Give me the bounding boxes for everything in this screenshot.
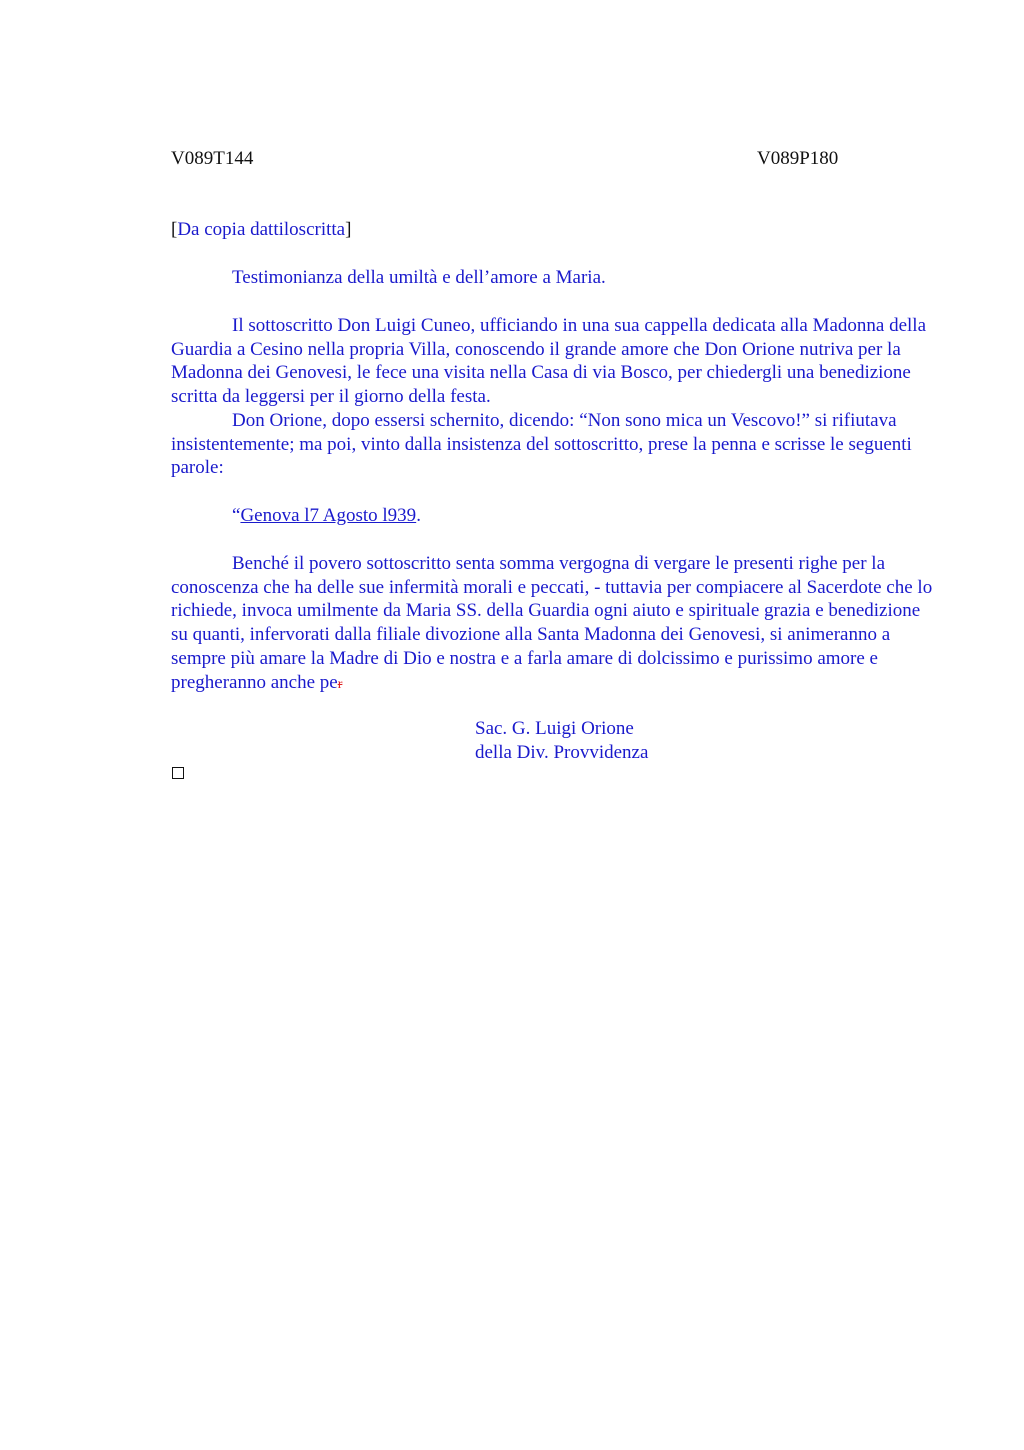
end-marker-box-icon (172, 767, 184, 779)
letter-body (171, 552, 933, 696)
paragraph-visit: Il sottoscritto Don Luigi Cuneo, ufficiando in una sua cappella dedicata alla Madonna della Guardia a Cesino nella propria Villa, conoscendo il grande amore che Don Orione nutriva per la Madonna dei Genovesi, le fece una visita nella Casa di via Bosco, per chiedergli una benedizione scritta da leggersi per il giorno della festa. (171, 315, 927, 408)
testimony-heading: Testimonianza della umiltà e dell’amore a Maria. (232, 267, 606, 288)
source-note-close-bracket: ] (345, 219, 352, 240)
document-code-left: V089T144 (171, 148, 254, 169)
signature-title: della Div. Provvidenza (475, 741, 649, 763)
signature-block (475, 717, 648, 764)
source-note-open-bracket: [ (171, 219, 178, 240)
source-note (171, 218, 351, 242)
letter-date-line (232, 504, 421, 528)
paragraph-response: Don Orione, dopo essersi schernito, dicendo: “Non sono mica un Vescovo!” si rifiutava insistentemente; ma poi, vinto dalla insistenza del sottoscritto, prese la penna e scrisse le seguenti parole: (171, 409, 912, 479)
testimony-body (171, 314, 933, 480)
letter-text: Benché il povero sottoscritto senta somma vergogna di vergare le presenti righe per la conoscenza che ha delle sue infermità morali e peccati, - tuttavia per compiacere al Sacerdote che lo richiede, invoca umilmente da Maria SS. della Guardia ogni aiuto e spirituale grazia e benedizione su quanti, infervorati dalla filiale divozione alla Santa Madonna dei Genovesi, si animeranno a sempre più amare la Madre di Dio e nostra e a farla amare di dolcissimo e purissimo amore e pregheranno anche pe (171, 553, 933, 693)
document-page (171, 0, 933, 1450)
signature-name: Sac. G. Luigi Orione (475, 718, 634, 739)
date-open-quote: “ (232, 505, 241, 526)
letter-date: Genova l7 Agosto l939 (240, 505, 417, 526)
document-code-right: V089P180 (757, 148, 839, 169)
letter-red-correction-mark: r (337, 676, 343, 692)
letter-paragraph (171, 552, 933, 696)
date-end-punctuation: . (416, 505, 421, 526)
source-note-text: Da copia dattiloscritta (177, 219, 346, 240)
